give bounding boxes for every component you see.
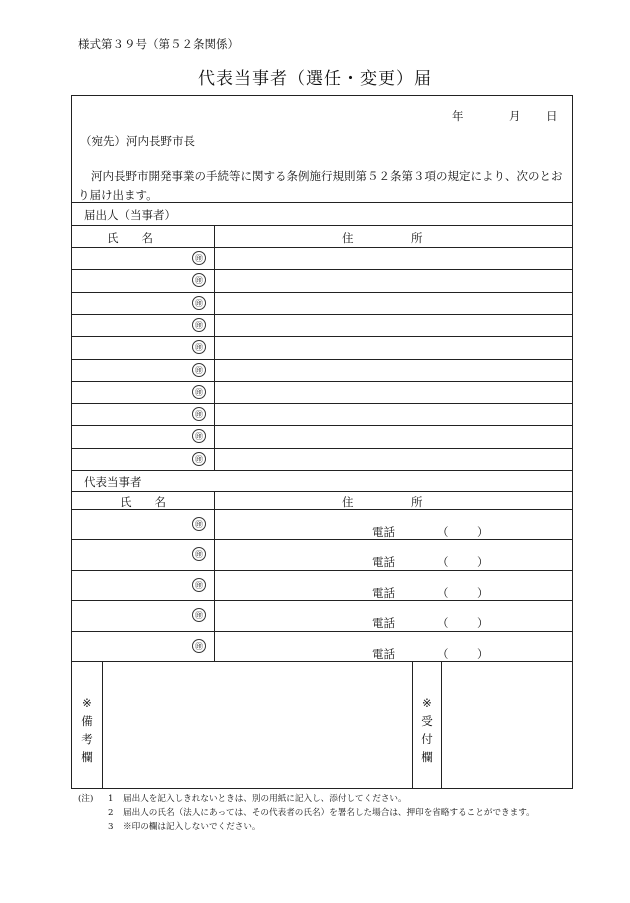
remarks-char: 備 — [81, 714, 93, 728]
phone-paren-close: ） — [477, 525, 489, 539]
divider — [72, 202, 572, 203]
reception-char: 欄 — [421, 750, 433, 764]
phone-label: 電話 — [372, 646, 395, 661]
note-number: 3 — [108, 822, 114, 832]
notifier-section-label: 届出人（当事者） — [84, 208, 176, 222]
representative-seal-mark: ㊞ — [192, 547, 206, 561]
representative-name-header: 氏 名 — [120, 495, 166, 509]
representative-seal-mark: ㊞ — [192, 578, 206, 592]
note-number: 1 — [108, 794, 114, 804]
divider — [72, 661, 572, 662]
notifier-address-header: 住 所 — [342, 231, 423, 245]
date-year-label: 年 — [452, 109, 464, 123]
form-frame — [71, 95, 573, 789]
notifier-row-line — [72, 359, 572, 360]
phone-paren-close: ） — [477, 555, 489, 570]
notifier-seal-mark: ㊞ — [192, 429, 206, 443]
phone-paren-open: （ — [437, 585, 449, 600]
addressee: （宛先）河内長野市長 — [80, 134, 195, 148]
notes-prefix: (注) — [78, 794, 94, 804]
notifier-name-header: 氏 名 — [107, 231, 153, 245]
divider — [72, 247, 572, 248]
note-text: 届出人の氏名（法人にあっては、その代表者の氏名）を署名した場合は、押印を省略することができます。 — [123, 808, 535, 818]
remarks-char: 考 — [81, 732, 93, 746]
notifier-row-line — [72, 269, 572, 270]
notifier-row-line — [72, 470, 572, 471]
phone-paren-open: （ — [437, 555, 449, 570]
remarks-mark: ※ — [82, 696, 92, 710]
document-title: 代表当事者（選任・変更）届 — [198, 69, 432, 89]
notifier-seal-mark: ㊞ — [192, 251, 206, 265]
notifier-seal-mark: ㊞ — [192, 363, 206, 377]
notifier-row-line — [72, 381, 572, 382]
date-month-label: 月 — [509, 109, 521, 123]
phone-label: 電話 — [372, 616, 395, 631]
representative-address-header: 住 所 — [342, 495, 423, 509]
divider — [72, 491, 572, 492]
notifier-row-line — [72, 314, 572, 315]
representative-seal-mark: ㊞ — [192, 608, 206, 622]
phone-paren-close: ） — [477, 585, 489, 600]
note-text: ※印の欄は記入しないでください。 — [123, 822, 261, 832]
phone-paren-close: ） — [477, 616, 489, 631]
phone-paren-open: （ — [437, 616, 449, 631]
notifier-row-line — [72, 425, 572, 426]
intro-text: 河内長野市開発事業の手続等に関する条例施行規則第５２条第３項の規定により、次のとおり届け出ます。 — [78, 169, 563, 202]
notifier-seal-mark: ㊞ — [192, 340, 206, 354]
note-number: 2 — [108, 808, 114, 818]
representative-section-label: 代表当事者 — [84, 475, 142, 489]
divider — [72, 225, 572, 226]
reception-char: 受 — [421, 714, 433, 728]
phone-paren-open: （ — [437, 646, 449, 661]
notifier-row-line — [72, 336, 572, 337]
remarks-char: 欄 — [81, 750, 93, 764]
column-divider — [102, 661, 103, 789]
phone-label: 電話 — [372, 585, 395, 600]
reception-char: 付 — [421, 732, 433, 746]
phone-label: 電話 — [372, 555, 395, 570]
phone-paren-open: （ — [437, 525, 449, 539]
notifier-seal-mark: ㊞ — [192, 318, 206, 332]
notifier-row-line — [72, 292, 572, 293]
remarks-label — [72, 694, 102, 766]
representative-seal-mark: ㊞ — [192, 517, 206, 531]
notifier-row-line — [72, 403, 572, 404]
date-day-label: 日 — [546, 109, 558, 123]
representative-row-line — [72, 539, 572, 540]
reception-mark: ※ — [422, 696, 432, 710]
notifier-seal-mark: ㊞ — [192, 273, 206, 287]
phone-paren-close: ） — [477, 646, 489, 661]
representative-row-line — [72, 631, 572, 632]
notifier-seal-mark: ㊞ — [192, 452, 206, 466]
phone-label: 電話 — [372, 525, 395, 539]
reception-label — [412, 694, 442, 766]
column-divider — [214, 491, 215, 661]
notifier-seal-mark: ㊞ — [192, 407, 206, 421]
representative-row-line — [72, 600, 572, 601]
form-number: 様式第３９号（第５２条関係） — [78, 37, 239, 51]
note-text: 届出人を記入しきれないときは、別の用紙に記入し、添付してください。 — [123, 794, 407, 804]
notifier-seal-mark: ㊞ — [192, 296, 206, 310]
column-divider — [214, 225, 215, 470]
notifier-row-line — [72, 448, 572, 449]
notifier-seal-mark: ㊞ — [192, 385, 206, 399]
divider — [72, 509, 572, 510]
representative-row-line — [72, 570, 572, 571]
representative-seal-mark: ㊞ — [192, 639, 206, 653]
